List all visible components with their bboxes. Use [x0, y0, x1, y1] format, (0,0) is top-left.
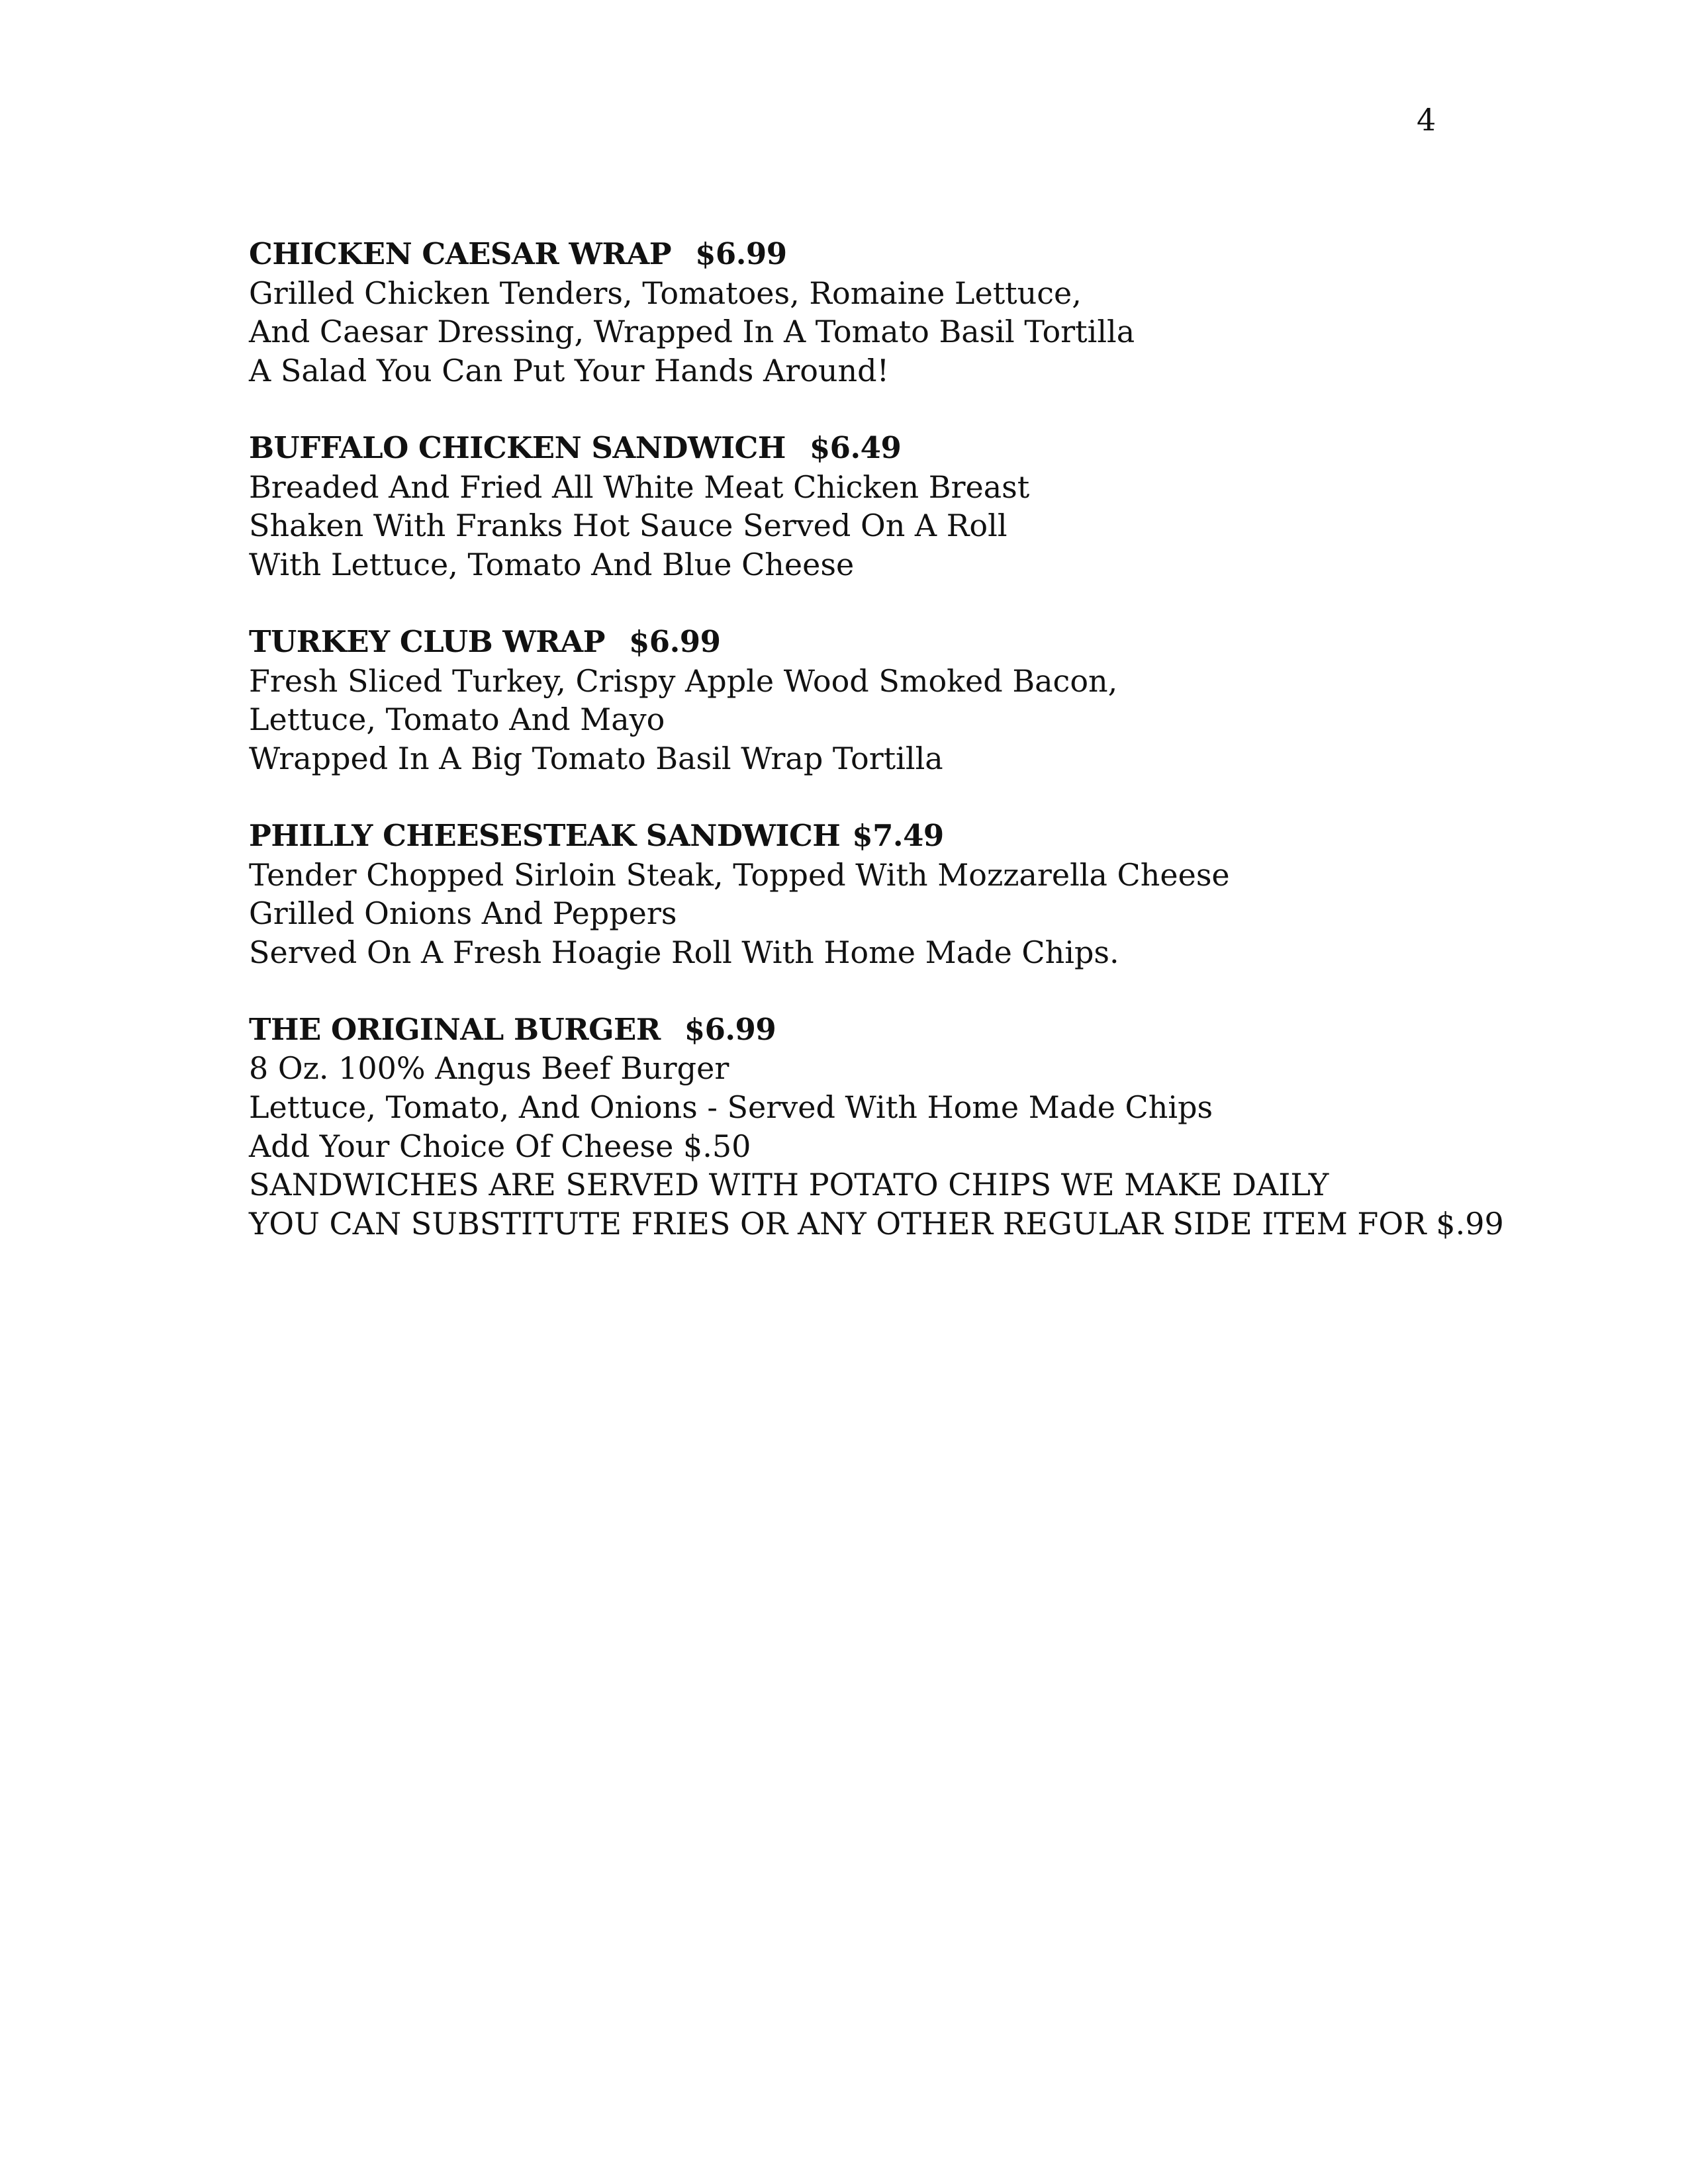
item-heading	[249, 623, 1507, 662]
menu-item-chicken-caesar-wrap	[249, 235, 1507, 390]
item-name: PHILLY CHEESESTEAK SANDWICH	[249, 817, 841, 853]
item-heading	[249, 1011, 1507, 1050]
note-line: SANDWICHES ARE SERVED WITH POTATO CHIPS WE MAKE DAILY	[249, 1167, 1329, 1203]
item-name: TURKEY CLUB WRAP	[249, 623, 605, 659]
item-price: $6.99	[628, 623, 721, 659]
menu-item-philly-cheesesteak-sandwich	[249, 817, 1507, 972]
item-description-line: Served On A Fresh Hoagie Roll With Home Made Chips.	[249, 934, 1119, 970]
item-description-line: Wrapped In A Big Tomato Basil Wrap Tortilla	[249, 740, 943, 776]
item-heading	[249, 235, 1507, 274]
item-description-line: Breaded And Fried All White Meat Chicken Breast	[249, 469, 1030, 505]
menu-item-buffalo-chicken-sandwich	[249, 429, 1507, 584]
item-description-line: Fresh Sliced Turkey, Crispy Apple Wood Smoked Bacon,	[249, 662, 1118, 699]
menu-notes	[249, 1165, 1507, 1243]
item-name: CHICKEN CAESAR WRAP	[249, 236, 672, 271]
item-description-line: Grilled Onions And Peppers	[249, 895, 677, 932]
item-description-line: Grilled Chicken Tenders, Tomatoes, Romaine Lettuce,	[249, 275, 1082, 311]
item-description-line: Shaken With Franks Hot Sauce Served On A Roll	[249, 508, 1008, 544]
item-description-line: With Lettuce, Tomato And Blue Cheese	[249, 546, 855, 582]
item-description-line: Lettuce, Tomato And Mayo	[249, 702, 665, 738]
item-description-line: And Caesar Dressing, Wrapped In A Tomato Basil Tortilla	[249, 314, 1135, 350]
item-description-line: 8 Oz. 100% Angus Beef Burger	[249, 1050, 729, 1087]
item-price: $6.49	[809, 430, 902, 465]
menu-item-turkey-club-wrap	[249, 623, 1507, 778]
item-description-line: Tender Chopped Sirloin Steak, Topped With Mozzarella Cheese	[249, 856, 1230, 893]
item-price: $6.99	[684, 1011, 776, 1047]
menu-item-the-original-burger	[249, 1011, 1507, 1165]
item-description-line: A Salad You Can Put Your Hands Around!	[249, 352, 890, 388]
item-price: $7.49	[852, 817, 944, 853]
item-price: $6.99	[695, 236, 787, 271]
item-description-line: Lettuce, Tomato, And Onions - Served With Home Made Chips	[249, 1089, 1213, 1126]
page-number: 4	[1417, 102, 1436, 138]
item-heading	[249, 429, 1507, 468]
item-name: BUFFALO CHICKEN SANDWICH	[249, 430, 786, 465]
item-description-line: Add Your Choice Of Cheese $.50	[249, 1128, 751, 1164]
menu-list	[249, 235, 1507, 1243]
note-line: YOU CAN SUBSTITUTE FRIES OR ANY OTHER REGULAR SIDE ITEM FOR $.99	[249, 1205, 1504, 1242]
item-heading	[249, 817, 1507, 856]
item-name: THE ORIGINAL BURGER	[249, 1011, 661, 1047]
